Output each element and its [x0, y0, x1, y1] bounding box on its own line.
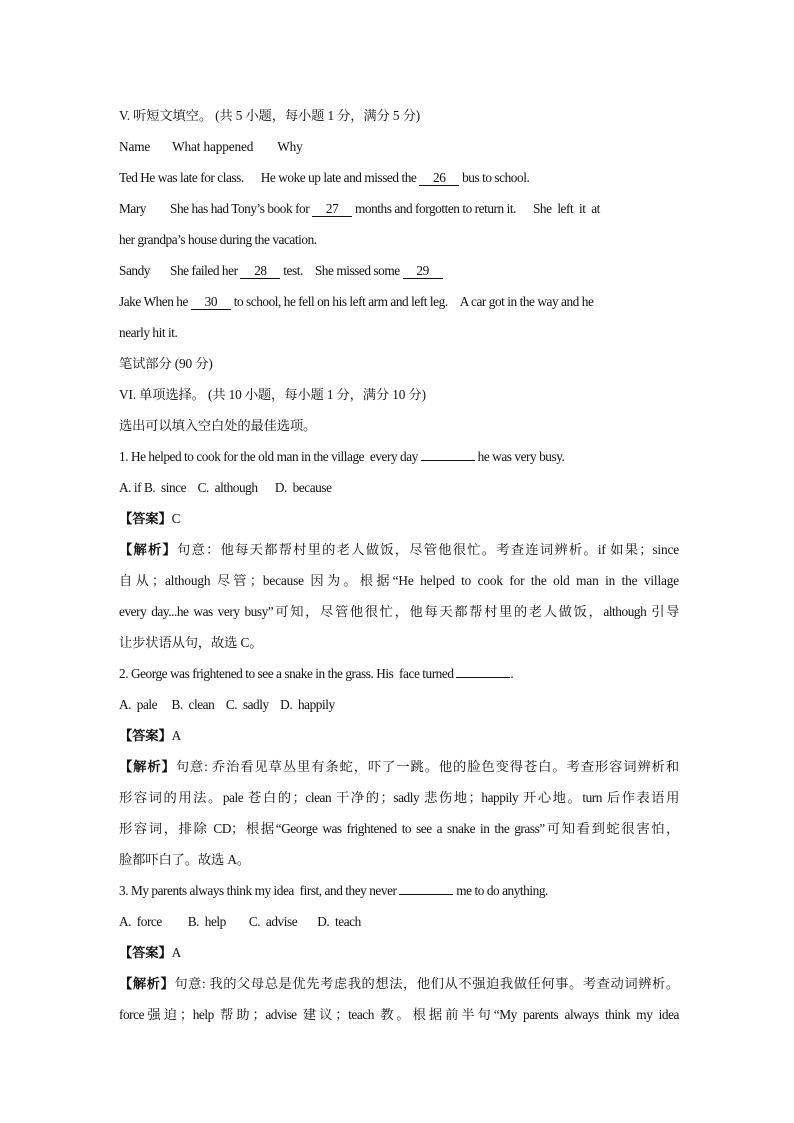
- analysis-label: 【解析】: [119, 759, 176, 774]
- q2-analysis-line4: 脸都吓白了。故选 A。: [119, 852, 250, 867]
- blank-27: 27: [312, 202, 352, 217]
- mary-why-line2: her grandpa’s house during the vacation.: [119, 232, 317, 247]
- mary-what-before: She has had Tony’s book for: [170, 201, 310, 216]
- row-mary: [119, 193, 679, 224]
- q1-analysis-text1: 句意：他每天都帮村里的老人做饭，尽管他很忙。考查连词辨析。if 如果；since: [177, 542, 679, 557]
- q1-analysis-line2: 自从；although 尽管；because 因为。根据“He helped to cook for the old man in the village: [119, 573, 679, 588]
- q2-analysis-line3: 形容词，排除 CD；根据“George was frightened to see a snake in the grass”可知看到蛇很害怕，: [119, 821, 679, 836]
- sandy-what-after: test.: [283, 263, 303, 278]
- blank-26: 26: [419, 171, 459, 186]
- q1-options: A. if B. since C. although D. because: [119, 480, 332, 495]
- ted-why-after: bus to school.: [462, 170, 530, 185]
- jake-what-after: to school, he fell on his left arm and left leg.: [233, 294, 448, 309]
- header-name: Name: [119, 139, 151, 154]
- table-header-row: [119, 131, 679, 162]
- blank-28: 28: [240, 264, 280, 279]
- sandy-name: Sandy: [119, 263, 150, 278]
- mary-what-after: months and forgotten to return it.: [354, 201, 516, 216]
- jake-why-line2: nearly hit it.: [119, 325, 178, 340]
- header-why: Why: [277, 139, 303, 154]
- q3-answer-value: A: [171, 945, 182, 960]
- header-what-happened: What happened: [172, 139, 254, 154]
- blank-30: 30: [191, 295, 231, 310]
- document-page: [119, 100, 679, 1030]
- q1-stem-before: 1. He helped to cook for the old man in the village every day: [119, 449, 418, 464]
- q3-analysis-line1: [119, 968, 679, 999]
- q3-stem-before: 3. My parents always think my idea first, and they never: [119, 883, 397, 898]
- jake-name: Jake: [119, 294, 141, 309]
- q1-stem: [119, 441, 679, 472]
- q2-stem-before: 2. George was frightened to see a snake in the grass. His face turned: [119, 666, 454, 681]
- ted-what: He was late for class.: [140, 170, 244, 185]
- answer-label: 【答案】: [119, 945, 172, 960]
- q2-stem-after: .: [510, 666, 514, 681]
- ted-name: Ted: [119, 170, 138, 185]
- blank-29: 29: [403, 264, 443, 279]
- q1-analysis-line3: every day...he was very busy”可知，尽管他很忙，他每天都帮村里的老人做饭，although 引导: [119, 604, 679, 619]
- answer-label: 【答案】: [119, 511, 172, 526]
- q2-stem: [119, 658, 679, 689]
- row-jake: [119, 286, 679, 317]
- q3-options: A. force B. help C. advise D. teach: [119, 914, 361, 929]
- q1-analysis-line4: 让步状语从句，故选 C。: [119, 635, 263, 650]
- q3-stem: [119, 875, 679, 906]
- q2-analysis-line2: 形容词的用法。pale 苍白的；clean 干净的；sadly 悲伤地；happily 开心地。turn 后作表语用: [119, 790, 679, 805]
- written-part-heading: 笔试部分 (90 分): [119, 356, 213, 371]
- q2-answer: [119, 720, 679, 751]
- sandy-why-before: She missed some: [314, 263, 400, 278]
- q1-answer-value: C: [171, 511, 181, 526]
- q3-blank: [399, 894, 453, 895]
- analysis-label: 【解析】: [119, 976, 175, 991]
- sandy-what-before: She failed her: [170, 263, 238, 278]
- row-ted: [119, 162, 679, 193]
- ted-why-before: He woke up late and missed the: [260, 170, 417, 185]
- section-6-heading: VI. 单项选择。 (共 10 小题，每小题 1 分，满分 10 分): [119, 387, 426, 402]
- jake-what-before: When he: [143, 294, 188, 309]
- analysis-label: 【解析】: [119, 542, 178, 557]
- section-5-heading: V. 听短文填空。 (共 5 小题，每小题 1 分，满分 5 分): [119, 108, 421, 123]
- q1-answer: [119, 503, 679, 534]
- q3-stem-after: me to do anything.: [456, 883, 548, 898]
- answer-label: 【答案】: [119, 728, 172, 743]
- q2-analysis-line1: [119, 751, 679, 782]
- q2-answer-value: A: [171, 728, 182, 743]
- q2-options: A. pale B. clean C. sadly D. happily: [119, 697, 335, 712]
- q1-blank: [421, 460, 475, 461]
- jake-why-line1: A car got in the way and he: [459, 294, 594, 309]
- section-6-instruction: 选出可以填入空白处的最佳选项。: [119, 418, 317, 433]
- q2-analysis-text1: 句意: 乔治看见草丛里有条蛇，吓了一跳。他的脸色变得苍白。考查形容词辨析和: [175, 759, 679, 774]
- mary-name: Mary: [119, 201, 147, 216]
- q3-analysis-text1: 句意: 我的父母总是优先考虑我的想法，他们从不强迫我做任何事。考查动词辨析。: [174, 976, 679, 991]
- q2-blank: [456, 677, 510, 678]
- q3-answer: [119, 937, 679, 968]
- q3-analysis-line2: force强迫；help 帮助；advise 建议；teach 教。根据前半句“My parents always think my idea: [119, 1007, 679, 1022]
- row-sandy: [119, 255, 679, 286]
- q1-stem-after: he was very busy.: [477, 449, 565, 464]
- mary-why-line1: She left it at: [532, 201, 600, 216]
- q1-analysis-line1: [119, 534, 679, 565]
